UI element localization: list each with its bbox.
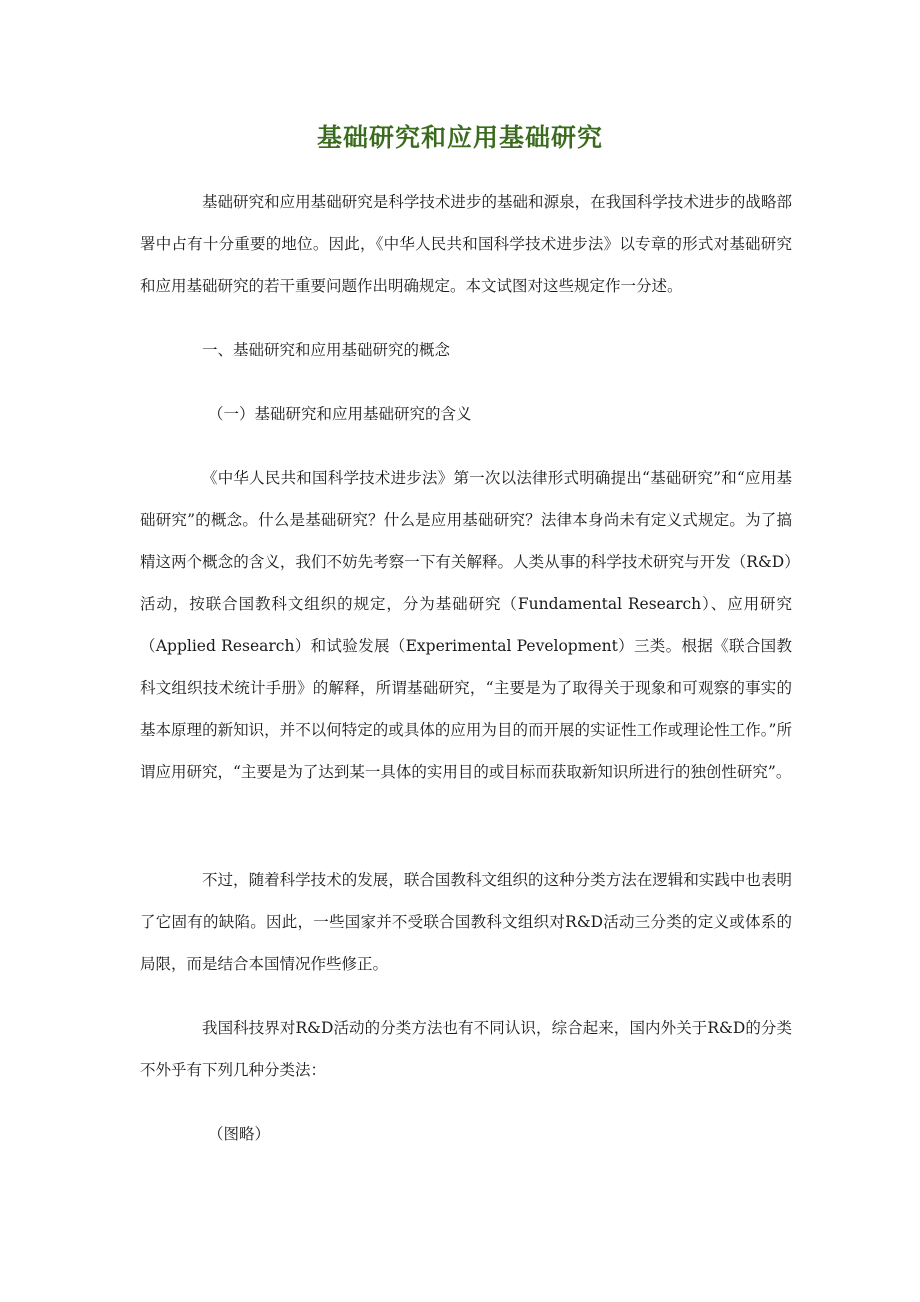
definition-paragraph: 《中华人民共和国科学技术进步法》第一次以法律形式明确提出“基础研究”和“应用基础研究”的概念。什么是基础研究？什么是应用基础研究？法律本身尚未有定义式规定。为了搞精这两个概念的含义，我们不妨先考察一下有关解释。人类从事的科学技术研究与开发（R&D）活动，按联合国教科文组织的规定，分为基础研究（Fundamental Research）、应用研究（Applied Research）和试验发展（Experimental Pevelopment）三类。根据《联合国教科文组织技术统计手册》的解释，所谓基础研究，“主要是为了取得关于现象和可观察的事实的基本原理的新知识，并不以何特定的或具体的应用为目的而开展的实证性工作或理论性工作。”所谓应用研究，“主要是为了达到某一具体的实用目的或目标而获取新知识所进行的独创性研究”。 [140,469,792,781]
section-heading: 一、基础研究和应用基础研究的概念 [202,341,451,359]
figure-omitted-note: （图略） [208,1125,271,1143]
china-classification-paragraph: 我国科技界对R&D活动的分类方法也有不同认识，综合起来，国内外关于R&D的分类不外乎有下列几种分类法： [140,1019,792,1079]
document-title: 基础研究和应用基础研究 [316,123,603,152]
limitation-paragraph: 不过，随着科学技术的发展，联合国教科文组织的这种分类方法在逻辑和实践中也表明了它固有的缺陷。因此，一些国家并不受联合国教科文组织对R&D活动三分类的定义或体系的局限，而是结合本国情况作些修正。 [140,871,792,973]
intro-paragraph: 基础研究和应用基础研究是科学技术进步的基础和源泉，在我国科学技术进步的战略部署中占有十分重要的地位。因此，《中华人民共和国科学技术进步法》以专章的形式对基础研究和应用基础研究的若干重要问题作出明确规定。本文试图对这些规定作一分述。 [140,193,792,295]
subsection-heading: （一）基础研究和应用基础研究的含义 [208,405,472,423]
